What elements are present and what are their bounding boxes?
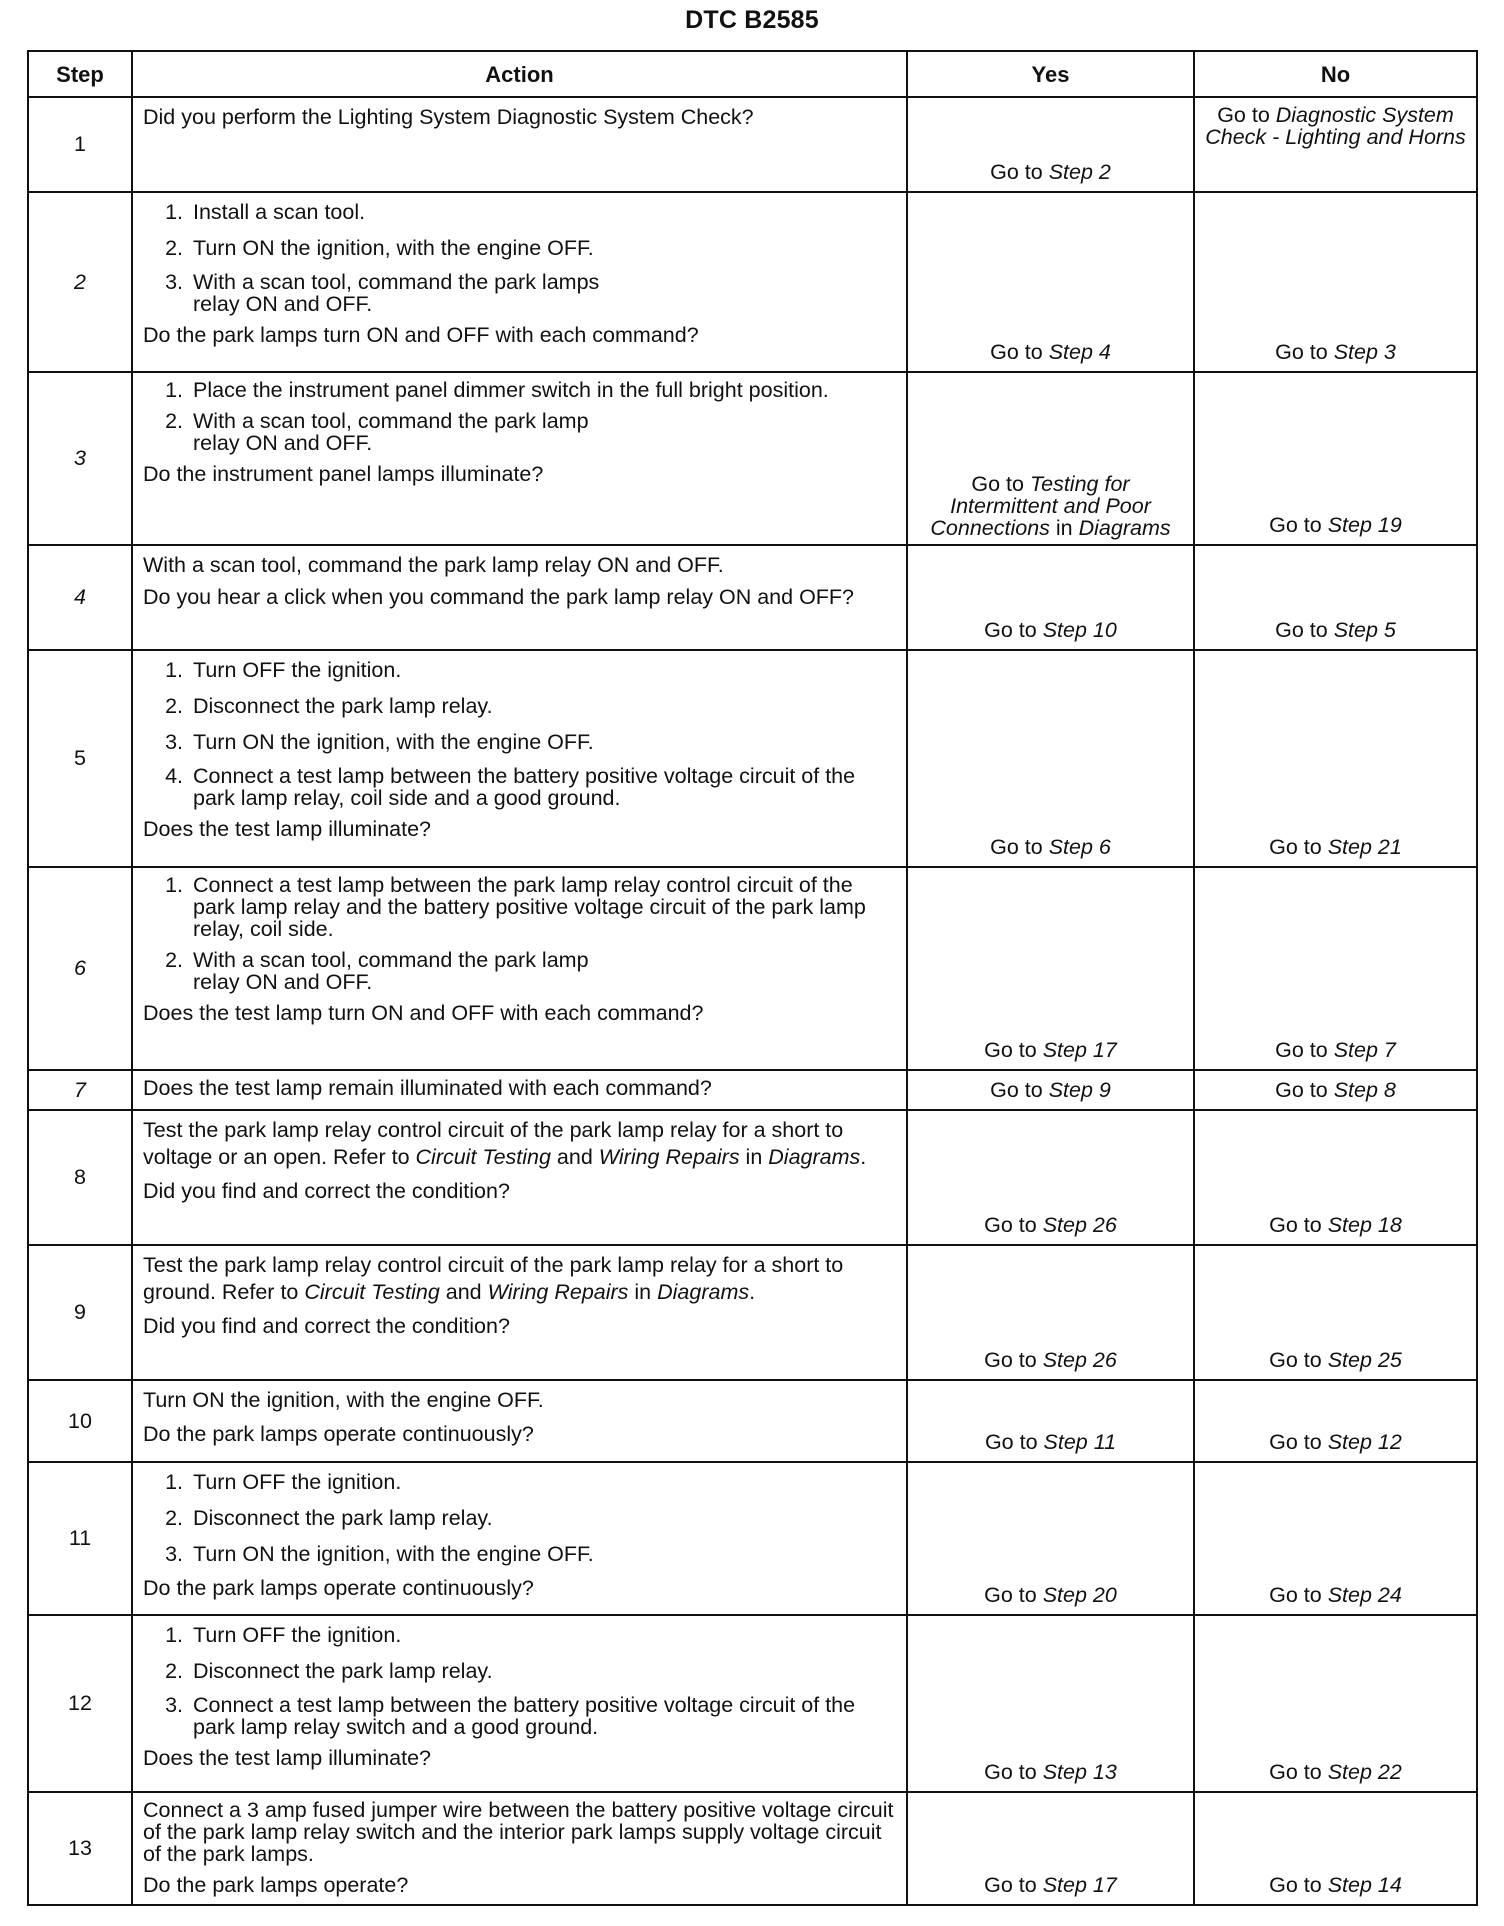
table-row: [28, 1380, 1477, 1462]
no-prefix: Go to: [1269, 1760, 1328, 1784]
substep: 1. Turn OFF the ignition.: [189, 657, 896, 684]
step-number: 7: [28, 1070, 132, 1110]
yes-link[interactable]: Step 2: [1048, 160, 1111, 184]
action-statement: Turn ON the ignition, with the engine OFF.: [143, 1388, 544, 1412]
table-row: [28, 372, 1477, 545]
yes-link[interactable]: Step 6: [1048, 835, 1111, 859]
action-question: Does the test lamp illuminate?: [143, 1746, 432, 1770]
no-prefix: Go to: [1269, 513, 1328, 537]
step-number: 6: [28, 867, 132, 1070]
no-link[interactable]: Step 18: [1327, 1213, 1402, 1237]
table-header-row: [28, 51, 1477, 97]
circuit-testing-link[interactable]: Circuit Testing: [304, 1280, 440, 1304]
substep-list: [143, 379, 896, 454]
action-question: Do the park lamps turn ON and OFF with each command?: [143, 323, 699, 347]
action-statement: Connect a 3 amp fused jumper wire between the battery positive voltage circuit of the park lamp relay switch and the interior park lamps supply voltage circuit of the park lamps.: [143, 1798, 894, 1866]
yes-prefix: Go to: [984, 1213, 1043, 1237]
yes-prefix: Go to: [971, 472, 1030, 496]
yes-link[interactable]: Step 26: [1042, 1213, 1117, 1237]
yes-prefix: Go to: [984, 1873, 1043, 1897]
yes-cell: [907, 1615, 1194, 1792]
no-prefix: Go to: [1269, 835, 1328, 859]
yes-prefix: Go to: [984, 1038, 1043, 1062]
action-cell: [132, 650, 907, 867]
yes-cell: [907, 867, 1194, 1070]
diagrams-link[interactable]: Diagrams: [657, 1280, 750, 1304]
wiring-repairs-link[interactable]: Wiring Repairs: [598, 1145, 740, 1169]
substep: 3. Turn ON the ignition, with the engine OFF.: [189, 729, 896, 756]
substep-list: [143, 1622, 896, 1738]
table-row: [28, 1462, 1477, 1615]
no-link[interactable]: Step 24: [1327, 1583, 1402, 1607]
substep: 1. Place the instrument panel dimmer switch in the full bright position.: [189, 379, 896, 401]
action-cell: [132, 192, 907, 372]
step-number: 4: [28, 545, 132, 650]
yes-prefix: Go to: [990, 340, 1049, 364]
substep: 2. With a scan tool, command the park lamp relay ON and OFF.: [189, 949, 896, 993]
no-cell: [1194, 97, 1477, 192]
action-question: Did you find and correct the condition?: [143, 1179, 510, 1203]
substep-list: [143, 874, 896, 993]
action-cell: [132, 372, 907, 545]
no-prefix: Go to: [1275, 340, 1334, 364]
no-link[interactable]: Step 12: [1327, 1430, 1402, 1454]
statement-text: Test the park lamp relay control circuit of the park lamp relay for a short to voltage or an open. Refer to: [143, 1118, 844, 1169]
yes-cell: [907, 1380, 1194, 1462]
yes-link[interactable]: Step 17: [1042, 1873, 1117, 1897]
step-number: 1: [28, 97, 132, 192]
substep: 1. Turn OFF the ignition.: [189, 1622, 896, 1649]
yes-cell: [907, 97, 1194, 192]
substep: 2. With a scan tool, command the park lamp relay ON and OFF.: [189, 410, 896, 454]
substep: 4. Connect a test lamp between the battery positive voltage circuit of the park lamp relay, coil side and a good ground.: [189, 765, 896, 809]
yes-prefix: Go to: [984, 618, 1043, 642]
action-cell: [132, 1245, 907, 1380]
substep: 2. Disconnect the park lamp relay.: [189, 693, 896, 720]
page-title: DTC B2585: [685, 6, 819, 34]
no-prefix: Go to: [1275, 1077, 1334, 1102]
substep: 2. Turn ON the ignition, with the engine OFF.: [189, 235, 896, 262]
no-link[interactable]: Step 7: [1333, 1038, 1396, 1062]
yes-prefix: Go to: [990, 160, 1049, 184]
action-question: Do the instrument panel lamps illuminate?: [143, 462, 544, 486]
column-header-step: Step: [28, 51, 132, 97]
statement-text: and: [439, 1280, 488, 1304]
no-cell: [1194, 1245, 1477, 1380]
action-question: Does the test lamp turn ON and OFF with each command?: [143, 1001, 704, 1025]
yes-link[interactable]: Step 9: [1048, 1077, 1111, 1102]
yes-cell: [907, 1110, 1194, 1245]
statement-text: and: [550, 1145, 599, 1169]
statement-text: in: [628, 1280, 658, 1304]
action-cell: [132, 1792, 907, 1905]
yes-cell: [907, 545, 1194, 650]
no-link[interactable]: Step 3: [1333, 340, 1396, 364]
substep-list: [143, 657, 896, 809]
yes-link[interactable]: Step 17: [1042, 1038, 1117, 1062]
yes-cell: [907, 1462, 1194, 1615]
substep-list: [143, 1469, 896, 1568]
action-cell: [132, 1070, 907, 1110]
action-cell: [132, 1462, 907, 1615]
action-cell: [132, 1380, 907, 1462]
step-number: 8: [28, 1110, 132, 1245]
no-link[interactable]: Step 21: [1327, 835, 1402, 859]
yes-cell: [907, 372, 1194, 545]
substep: 2. Disconnect the park lamp relay.: [189, 1658, 896, 1685]
no-link[interactable]: Step 25: [1327, 1348, 1402, 1372]
column-header-no: No: [1194, 51, 1477, 97]
yes-link[interactable]: Step 26: [1042, 1348, 1117, 1372]
no-link[interactable]: Step 22: [1327, 1760, 1402, 1784]
table-row: [28, 1110, 1477, 1245]
table-row: [28, 867, 1477, 1070]
action-statement: [143, 1252, 896, 1306]
column-header-yes: Yes: [907, 51, 1194, 97]
column-header-action: Action: [132, 51, 907, 97]
table-row: [28, 1245, 1477, 1380]
no-cell: [1194, 192, 1477, 372]
no-prefix: Go to: [1217, 103, 1276, 127]
yes-cell: [907, 1792, 1194, 1905]
action-question: Do the park lamps operate?: [143, 1873, 409, 1897]
substep: 1. Turn OFF the ignition.: [189, 1469, 896, 1496]
no-prefix: Go to: [1275, 1038, 1334, 1062]
action-question: Do you hear a click when you command the park lamp relay ON and OFF?: [143, 585, 855, 609]
yes-cell: [907, 192, 1194, 372]
substep: 3. Turn ON the ignition, with the engine OFF.: [189, 1541, 896, 1568]
step-number: 3: [28, 372, 132, 545]
no-cell: [1194, 1110, 1477, 1245]
substep: 1. Install a scan tool.: [189, 199, 896, 226]
diagrams-link[interactable]: Diagrams: [768, 1145, 861, 1169]
yes-prefix: Go to: [984, 1430, 1044, 1454]
yes-prefix: Go to: [984, 1760, 1043, 1784]
no-prefix: Go to: [1269, 1873, 1328, 1897]
no-prefix: Go to: [1269, 1583, 1328, 1607]
step-number: 5: [28, 650, 132, 867]
table-row: [28, 97, 1477, 192]
substep: 2. Disconnect the park lamp relay.: [189, 1505, 896, 1532]
action-cell: [132, 1110, 907, 1245]
table-row: [28, 545, 1477, 650]
table-row: [28, 1792, 1477, 1905]
yes-cell: [907, 650, 1194, 867]
table-row: [28, 1615, 1477, 1792]
statement-text: .: [749, 1280, 756, 1304]
action-cell: [132, 545, 907, 650]
step-number: 9: [28, 1245, 132, 1380]
no-prefix: Go to: [1275, 618, 1334, 642]
yes-link[interactable]: Testing for Intermittent and Poor Connections: [930, 472, 1151, 540]
action-statement: [143, 1117, 896, 1171]
diagnostic-table: [27, 50, 1478, 1906]
no-cell: [1194, 545, 1477, 650]
statement-text: in: [739, 1145, 769, 1169]
no-link[interactable]: Diagnostic System Check - Lighting and Horns: [1205, 103, 1466, 149]
no-cell: [1194, 1792, 1477, 1905]
yes-link[interactable]: Step 10: [1042, 618, 1117, 642]
table-row: [28, 1070, 1477, 1110]
yes-link[interactable]: Step 11: [1043, 1430, 1117, 1454]
yes-prefix: Go to: [984, 1583, 1043, 1607]
table-row: [28, 192, 1477, 372]
step-number: 10: [28, 1380, 132, 1462]
action-cell: [132, 867, 907, 1070]
yes-suffix: in: [1049, 516, 1079, 540]
substep: 3. Connect a test lamp between the battery positive voltage circuit of the park lamp relay switch and a good ground.: [189, 1694, 896, 1738]
yes-prefix: Go to: [990, 1077, 1049, 1102]
circuit-testing-link[interactable]: Circuit Testing: [415, 1145, 551, 1169]
no-cell: [1194, 1380, 1477, 1462]
no-cell: [1194, 867, 1477, 1070]
no-link[interactable]: Step 19: [1327, 513, 1402, 537]
yes-link-diagrams[interactable]: Diagrams: [1078, 516, 1171, 540]
yes-link[interactable]: Step 13: [1042, 1760, 1117, 1784]
substep: 3. With a scan tool, command the park lamps relay ON and OFF.: [189, 271, 896, 315]
action-statement: With a scan tool, command the park lamp relay ON and OFF.: [143, 553, 724, 577]
action-question: Does the test lamp remain illuminated with each command?: [143, 1076, 712, 1100]
yes-link[interactable]: Step 20: [1042, 1583, 1117, 1607]
action-question: Did you find and correct the condition?: [143, 1314, 510, 1338]
no-link[interactable]: Step 14: [1327, 1873, 1402, 1897]
no-link[interactable]: Step 8: [1333, 1077, 1396, 1102]
yes-cell: [907, 1070, 1194, 1110]
step-number: 13: [28, 1792, 132, 1905]
yes-link[interactable]: Step 4: [1048, 340, 1111, 364]
statement-text: .: [860, 1145, 867, 1169]
action-question: Do the park lamps operate continuously?: [143, 1576, 534, 1600]
step-number: 12: [28, 1615, 132, 1792]
no-cell: [1194, 372, 1477, 545]
no-prefix: Go to: [1269, 1430, 1328, 1454]
action-question: Does the test lamp illuminate?: [143, 817, 432, 841]
statement-text: Test the park lamp relay control circuit of the park lamp relay for a short to ground. Refer to: [143, 1253, 844, 1304]
yes-prefix: Go to: [990, 835, 1049, 859]
action-cell: [132, 1615, 907, 1792]
no-cell: [1194, 1070, 1477, 1110]
no-cell: [1194, 1615, 1477, 1792]
action-cell: [132, 97, 907, 192]
no-link[interactable]: Step 5: [1333, 618, 1396, 642]
no-prefix: Go to: [1269, 1213, 1328, 1237]
step-number: 2: [28, 192, 132, 372]
action-question: Did you perform the Lighting System Diagnostic System Check?: [143, 105, 754, 129]
substep: 1. Connect a test lamp between the park lamp relay control circuit of the park lamp relay and the battery positive voltage circuit of the park lamp relay, coil side.: [189, 874, 896, 940]
wiring-repairs-link[interactable]: Wiring Repairs: [487, 1280, 629, 1304]
yes-prefix: Go to: [984, 1348, 1043, 1372]
no-cell: [1194, 1462, 1477, 1615]
substep-list: [143, 199, 896, 315]
no-prefix: Go to: [1269, 1348, 1328, 1372]
step-number: 11: [28, 1462, 132, 1615]
action-question: Do the park lamps operate continuously?: [143, 1422, 534, 1446]
no-cell: [1194, 650, 1477, 867]
yes-cell: [907, 1245, 1194, 1380]
table-row: [28, 650, 1477, 867]
